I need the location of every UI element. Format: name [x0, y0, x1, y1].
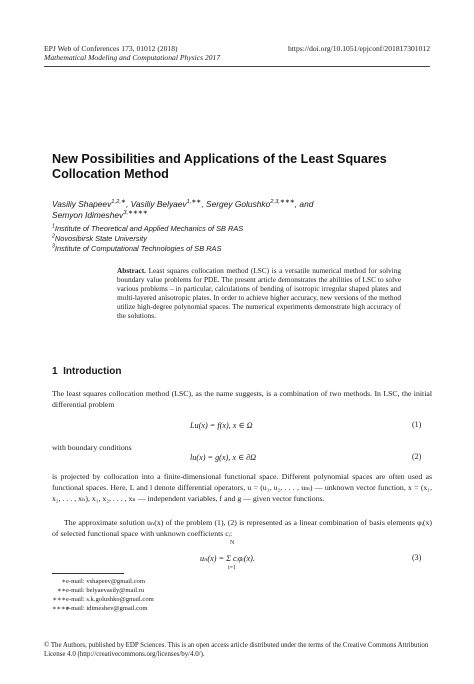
equation-3: uₙ(x) = Σ cᵢφᵢ(x). — [200, 554, 255, 563]
author-list: Vasiliy Shapeev$^{1,2,∗}$, Vasiliy Belyaev$^{1,∗∗}$, Sergey Golushko$^{2,3,∗∗∗}$, and Semyon Idimeshev$^{3,∗∗∗∗}$ — [52, 199, 314, 220]
footnote-email[interactable]: e-mail: idimeshev@gmail.com — [66, 605, 148, 612]
equation-number: (1) — [412, 420, 422, 429]
section-number: 1 — [52, 366, 58, 377]
author-name: Sergey Golushko — [206, 199, 271, 209]
footnote-mark: ∗∗∗∗ — [52, 605, 70, 612]
footnote-rule — [52, 573, 124, 574]
section-heading — [52, 366, 121, 377]
conference-name: Mathematical Modeling and Computational Physics 2017 — [44, 53, 221, 62]
author-name: Semyon Idimeshev — [52, 210, 124, 220]
affiliation-number: 1 — [52, 223, 55, 230]
body-paragraph: with boundary conditions — [52, 443, 132, 452]
footnote-email[interactable]: e-mail: belyaevasily@mail.ru — [66, 587, 145, 594]
equation-2: lu(x) = g(x), x ∈ ∂Ω — [190, 453, 257, 462]
affiliation — [52, 244, 432, 254]
author-affil-mark: 2,3,∗∗∗ — [270, 199, 295, 206]
sum-upper-limit: N — [230, 540, 235, 546]
body-paragraph: is projected by collocation into a finite-dimensional functional space. Different polynomial spaces are often used as functional spaces. Here, L and l denote differential operators, u = (u₁, u₂, . . . , uₘ) — unknown vector function, x = (x₁, x₂, . . . , xₙ), x₁, x₂, . . . , xₙ — independent variables, f and g — given vector functions. — [52, 472, 432, 503]
body-paragraph: The approximate solution uₙ(x) of the problem (1), (2) is represented as a linear combination of basis elements φᵢ(x) of selected functional space with unknown coefficients cᵢ: — [52, 518, 432, 538]
abstract — [117, 266, 401, 321]
license-footer: © The Authors, published by EDP Sciences. This is an open access article distributed under the terms of the Creative Commons Attribution License 4.0 (http://creativecommons.org/licenses/by/4.0/). — [44, 642, 429, 658]
section-title: Introduction — [63, 366, 122, 377]
equation-number: (2) — [412, 452, 422, 461]
footnote — [52, 578, 145, 586]
affiliation-text: Novosibirsk State University — [54, 234, 147, 243]
footnote — [52, 587, 144, 595]
author-affil-mark: 1,∗∗ — [186, 199, 202, 206]
doi-link[interactable]: https://doi.org/10.1051/epjconf/201817301012 — [287, 44, 430, 53]
journal-citation: EPJ Web of Conferences 173, 01012 (2018) — [44, 44, 178, 53]
affiliation — [52, 224, 432, 234]
paper-title: New Possibilities and Applications of the Least Squares Collocation Method — [52, 152, 387, 181]
author-conjunction: , and — [294, 199, 314, 209]
footnote-email[interactable]: e-mail: s.k.golushko@gmail.com — [66, 596, 154, 603]
footnote — [52, 596, 154, 604]
footnote-email[interactable]: e-mail: vshapeev@gmail.com — [66, 578, 145, 585]
affiliation-number: 2 — [52, 233, 55, 240]
affiliation-number: 3 — [52, 243, 55, 250]
affiliation-text: Institute of Theoretical and Applied Mechanics of SB RAS — [54, 224, 244, 233]
footnote-mark: ∗ — [61, 578, 66, 585]
footnote-mark: ∗∗ — [57, 587, 66, 594]
abstract-text: Least squares collocation method (LSC) is a versatile numerical method for solving boundary value problems for PDE. The present article demonstrates the abilities of LSC to solve various problems – in particular, calculations of bending of isotropic irregular shaped plates and multi-layered anisotropic plates. In order to achieve higher accuracy, new versions of the method utilize high-degree polynomial spaces. The numerical experiments demonstrate high accuracy of the solutions. — [117, 266, 401, 321]
author-affil-mark: 1,2,∗ — [111, 199, 126, 206]
footnote-mark: ∗∗∗ — [52, 596, 66, 603]
affiliation — [52, 234, 432, 244]
header-rule — [44, 66, 430, 67]
author-name: Vasiliy Shapeev — [52, 199, 112, 209]
equation-number: (3) — [412, 553, 422, 562]
abstract-label: Abstract. — [117, 266, 146, 275]
author-name: Vasiliy Belyaev — [130, 199, 187, 209]
running-header-left — [44, 44, 220, 62]
footnote — [52, 605, 148, 613]
author-affil-mark: 3,∗∗∗∗ — [123, 210, 148, 217]
equation-1: Lu(x) = f(x), x ∈ Ω — [190, 421, 253, 430]
sum-lower-limit: i=1 — [228, 565, 237, 571]
body-paragraph: The least squares collocation method (LSC), as the name suggests, is a combination of two methods. In LSC, the initial differential problem — [52, 389, 432, 409]
affiliation-text: Institute of Computational Technologies of SB RAS — [54, 244, 222, 253]
